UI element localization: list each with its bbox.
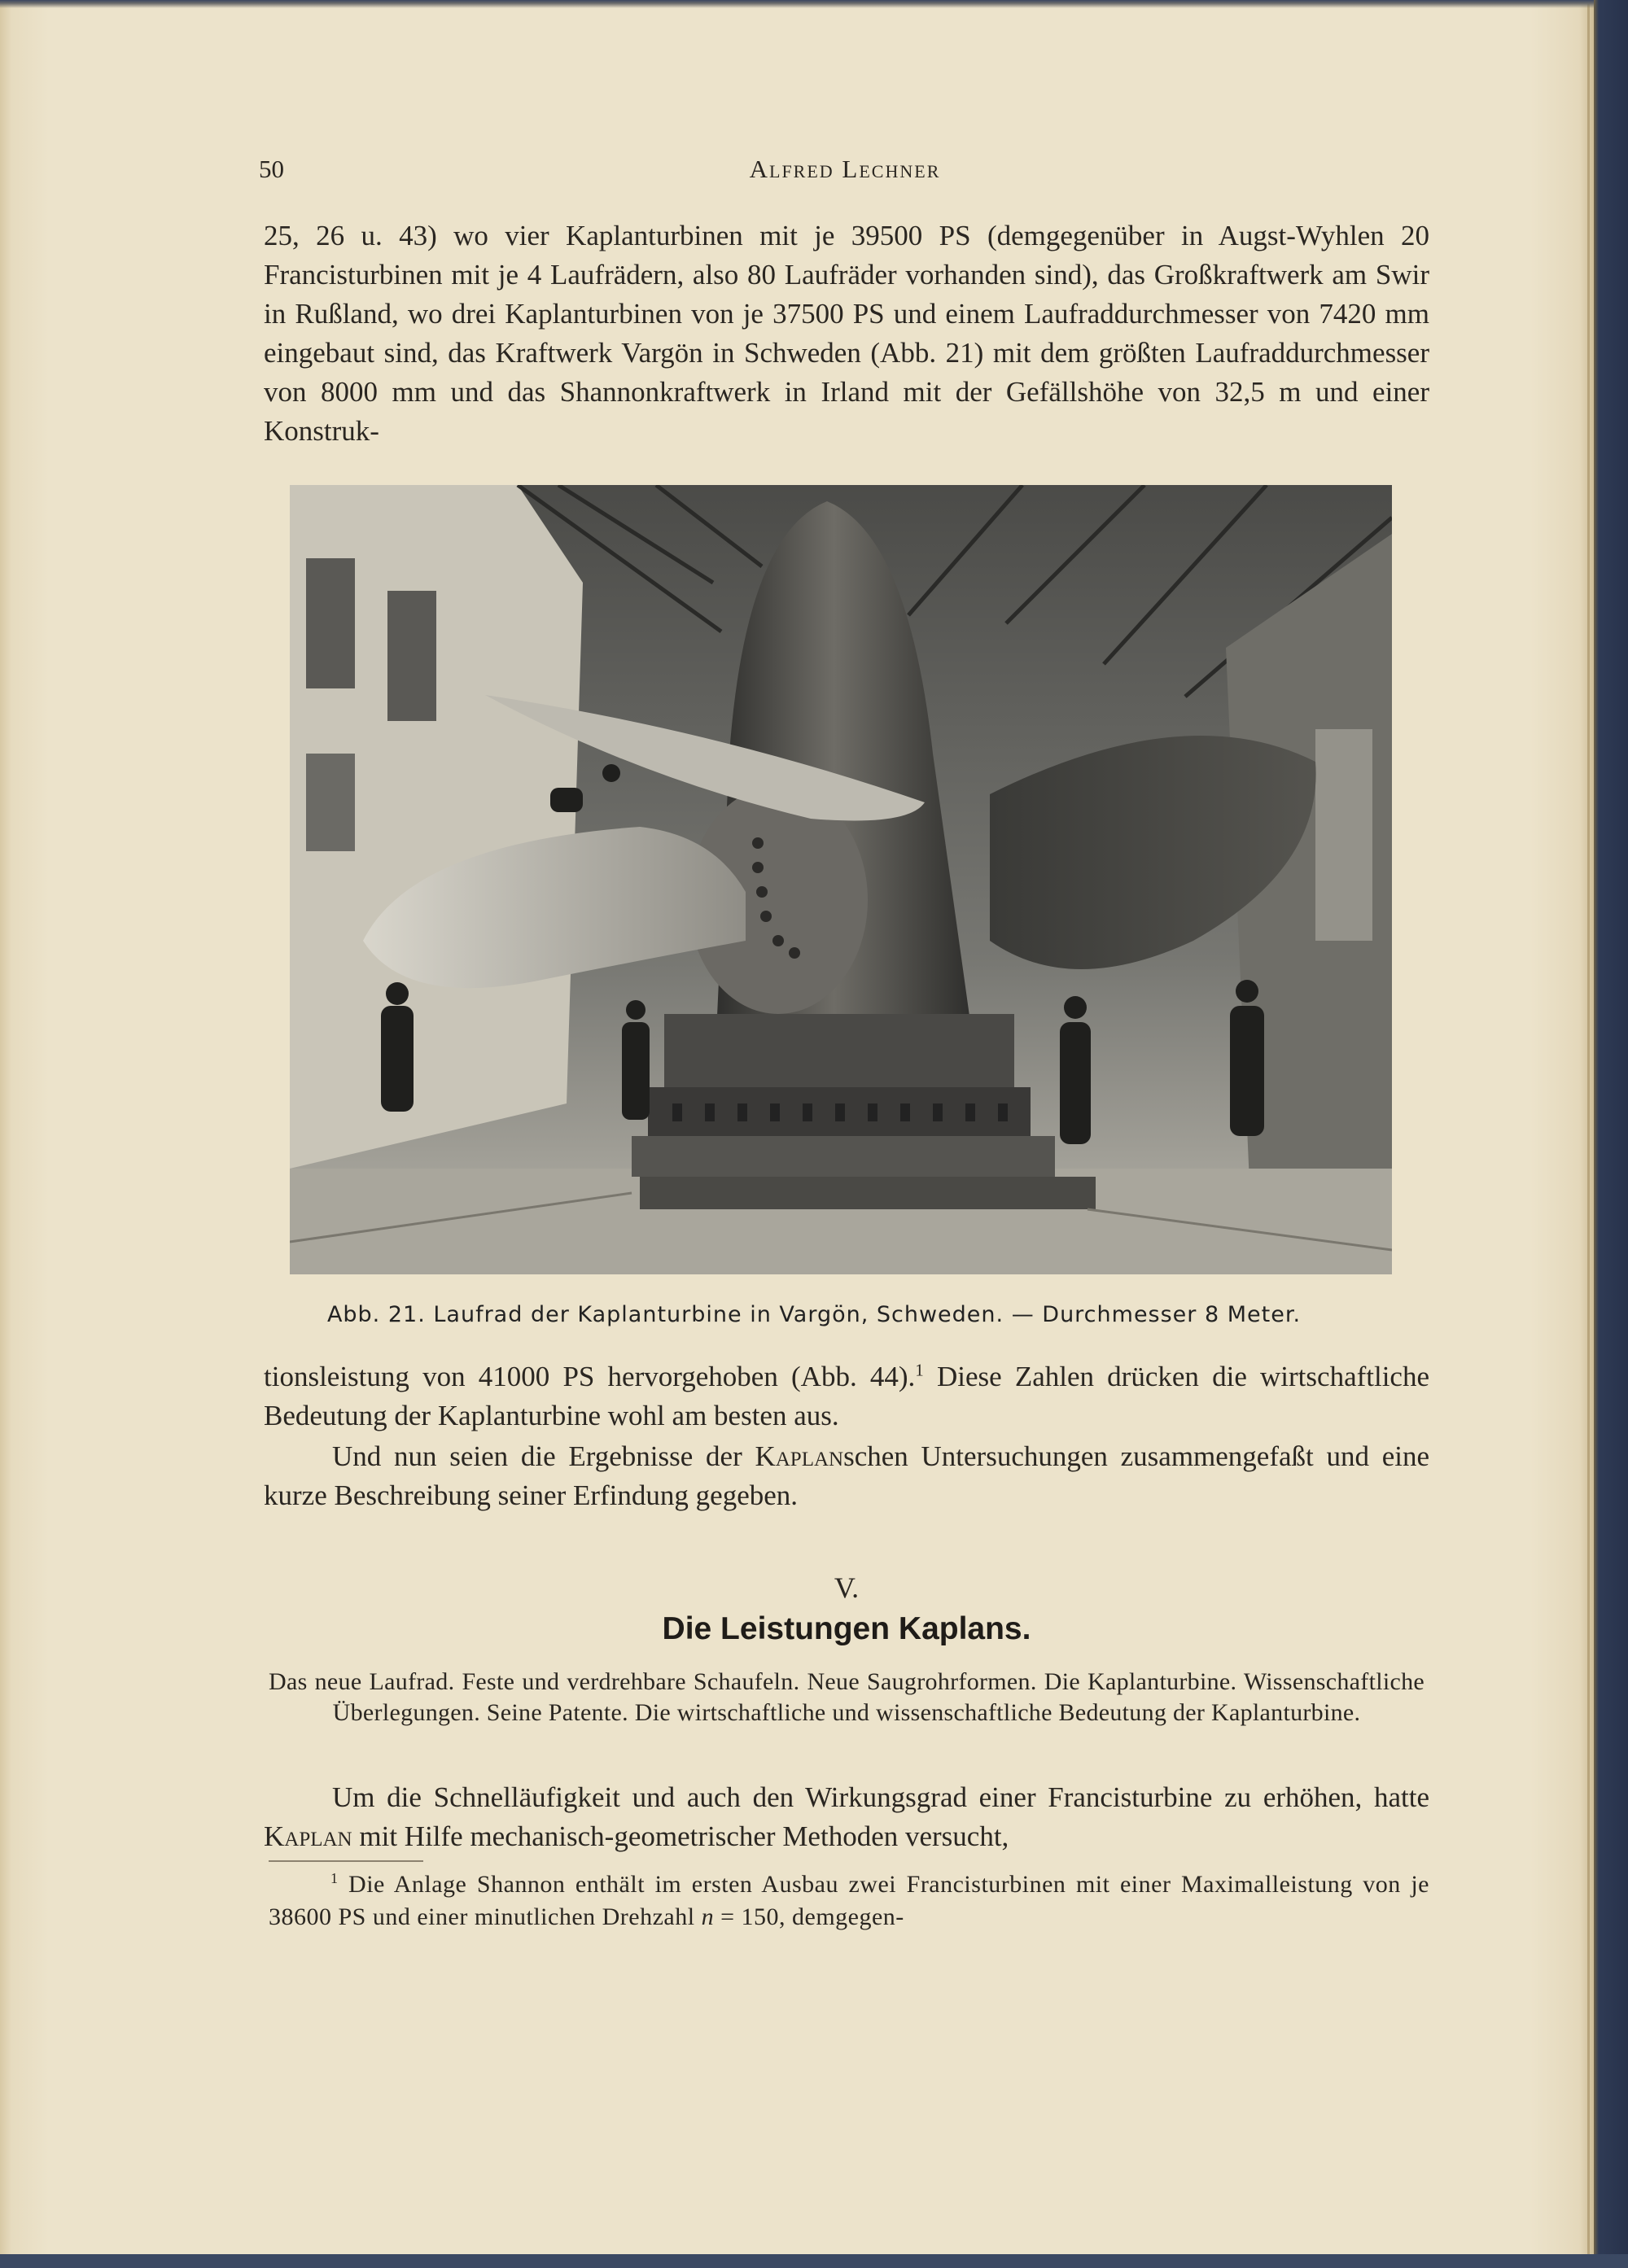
footnote-rule: [269, 1860, 423, 1862]
footnote-ref: 1: [915, 1360, 924, 1380]
bottom-edge: [0, 2254, 1628, 2268]
paragraph-1: 25, 26 u. 43) wo vier Kaplanturbinen mit je 39500 PS (demgegenüber in Augst-Wyhlen 20 Francisturbinen mit je 4 Laufrädern, also 80 Laufräder vorhanden sind), das Großkraftwerk am Swir in Rußland, wo drei Kaplanturbinen von je 37500 PS und einem Laufraddurchmesser von 7420 mm eingebaut sind, das Kraftwerk Vargön in Schweden (Abb. 21) mit dem größten Laufraddurchmesser von 8000 mm und das Shannonkraftwerk in Irland mit der Gefällshöhe von 32,5 m und einer Konstruk-: [264, 220, 1429, 447]
name-kaplan: Kaplan: [755, 1440, 844, 1472]
page-header: [259, 155, 1431, 187]
top-edge: [0, 0, 1594, 8]
paragraph-4-b: mit Hilfe mechanisch-geometrischer Methoden versucht,: [352, 1820, 1009, 1852]
paragraph-4-a: Um die Schnelläufigkeit und auch den Wirkungsgrad einer Francisturbine zu erhöhen, hatte: [332, 1781, 1429, 1813]
footnote-text-a: Die Anlage Shannon enthält im ersten Ausbau zwei Francisturbinen mit einer Maximalleistung von je 38600 PS und einer minutlichen Drehzahl: [269, 1871, 1429, 1930]
footnote-text-b: = 150, demgegen-: [714, 1903, 904, 1930]
turbine-runner-photo: [290, 485, 1392, 1274]
page-edge-line: [1587, 0, 1590, 2268]
name-kaplan-2: Kaplan: [264, 1820, 352, 1852]
paragraph-4: [264, 1778, 1429, 1856]
footnote-mark: 1: [330, 1870, 339, 1886]
paragraph-3-b: schen Untersuchungen zusammengefaßt und eine kurze Beschreibung seiner Erfindung gegeben.: [264, 1440, 1429, 1511]
page-number: 50: [259, 155, 284, 183]
paragraph-3-a: Und nun seien die Ergebnisse der: [332, 1440, 755, 1472]
footnote-var: n: [701, 1903, 715, 1930]
paragraph-2-text: tionsleistung von 41000 PS hervorgehoben (Abb. 44).: [264, 1361, 916, 1392]
footnote: [269, 1868, 1429, 1934]
section-summary: Das neue Laufrad. Feste und verdrehbare Schaufeln. Neue Saugrohrformen. Die Kaplanturbine. Wissenschaftliche Überlegungen. Seine Patente. Die wirtschaftliche und wissenschaftliche Bedeutung der Kaplanturbine.: [269, 1668, 1424, 1726]
book-spine: [1594, 0, 1628, 2268]
figure-photo: [290, 485, 1392, 1274]
paragraph-2-rest: Diese Zahlen drücken die wirtschaftliche Bedeutung der Kaplanturbine wohl am besten aus.: [264, 1361, 1429, 1431]
running-head: Alfred Lechner: [749, 155, 941, 183]
paragraph-3: [264, 1437, 1429, 1515]
section-title: Die Leistungen Kaplans.: [662, 1611, 1031, 1646]
figure-caption: Abb. 21. Laufrad der Kaplanturbine in Vargön, Schweden. — Durchmesser 8 Meter.: [326, 1302, 1302, 1327]
section-number: V.: [834, 1571, 860, 1604]
paragraph-2: [264, 1357, 1429, 1436]
